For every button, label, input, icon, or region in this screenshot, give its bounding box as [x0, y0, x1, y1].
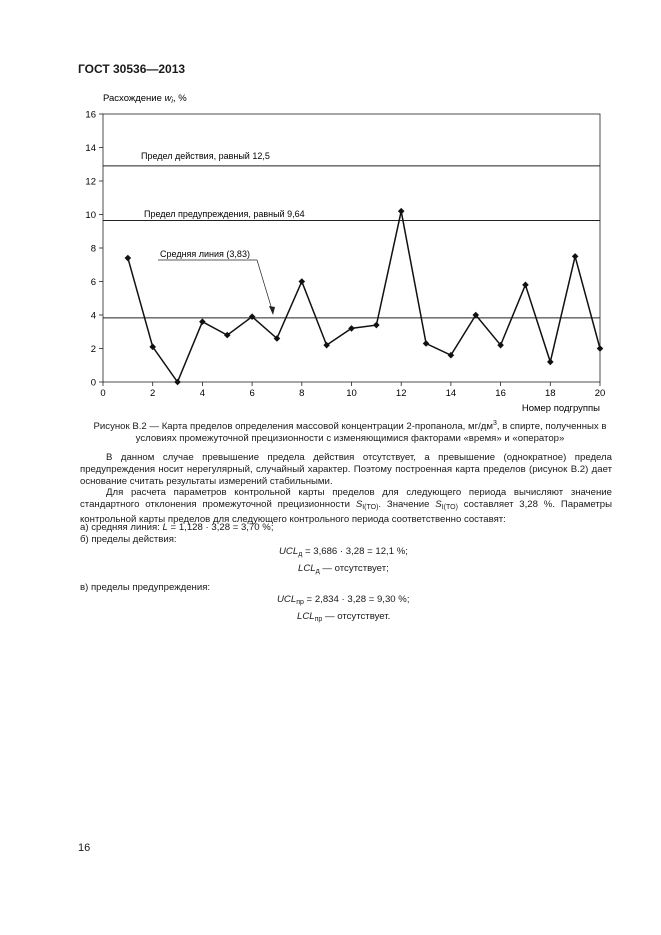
data-point — [398, 208, 405, 215]
x-tick-label: 10 — [346, 388, 357, 399]
x-tick-label: 6 — [249, 388, 255, 399]
x-tick-label: 12 — [395, 388, 407, 399]
y-axis-label: Расхождение $w_i$, % — [103, 93, 187, 105]
data-point — [199, 318, 206, 325]
ref-label-center-arrowhead — [269, 306, 275, 315]
y-tick-label: 0 — [90, 377, 96, 389]
data-point — [547, 359, 554, 366]
data-point — [125, 255, 132, 262]
y-tick-label: 14 — [85, 143, 96, 154]
page-number: 16 — [78, 842, 91, 854]
ref-label-center: Средняя линия (3,83) — [160, 249, 250, 259]
formula-lcl-action: $LCL_д$ — отсутствует; — [298, 563, 389, 575]
data-point — [597, 345, 604, 352]
figure-caption: Рисунок В.2 — Карта пределов определения массовой концентрации 2-пропанола, $мг/дм^3$, в спирте, полученных в условиях промежуточной прецизионности с изменяющимися факторами «время» и «оператор» — [93, 420, 607, 445]
y-tick-label: 16 — [85, 109, 96, 121]
data-point — [572, 253, 579, 260]
x-tick-label: 20 — [594, 388, 606, 399]
document-id: ГОСТ 30536—2013 — [78, 62, 186, 76]
y-tick-label: 4 — [90, 310, 96, 322]
y-tick-label: 12 — [85, 176, 96, 188]
ref-label-center-leader — [257, 260, 273, 313]
y-tick-label: 2 — [90, 344, 96, 355]
data-series — [125, 208, 604, 385]
reference-lines — [103, 166, 600, 318]
data-point — [522, 282, 529, 289]
x-tick-label: 18 — [545, 388, 556, 399]
y-tick-label: 8 — [90, 243, 96, 255]
control-chart — [70, 86, 620, 416]
y-tick-label: 10 — [85, 210, 96, 221]
x-tick-label: 8 — [299, 388, 305, 399]
series-line — [128, 211, 600, 382]
formula-ucl-warning: $UCL_{пр} = 2,834 \cdot 3,28 = 9,30$ %; — [277, 594, 410, 606]
list-item-c: в) пределы предупреждения: — [80, 582, 211, 593]
x-tick-label: 0 — [100, 388, 106, 399]
x-tick-label: 16 — [495, 388, 506, 399]
ref-label-warning: Предел предупреждения, равный 9,64 — [144, 209, 305, 219]
x-tick-label: 2 — [150, 388, 156, 399]
formula-ucl-action: $UCL_д = 3,686 \cdot 3,28 = 12,1$ %; — [279, 546, 408, 558]
paragraph-2: Для расчета параметров контрольной карты пределов для следующего периода вычисляют значение стандартного отклонения промежуточной прецизионности $S_{I(TO)}$. Значение $S_{I(TO)}$ составляет 3,28 %. Параметры контрольной карты пределов для следующего контрольного периода соответственно составят: — [80, 487, 612, 525]
formula-lcl-warning: $LCL_{пр}$ — отсутствует. — [297, 611, 391, 623]
x-tick-label: 14 — [445, 388, 457, 399]
x-tick-label: 4 — [199, 388, 206, 399]
data-point — [299, 278, 306, 285]
list-item-b: б) пределы действия: — [80, 534, 177, 545]
list-item-a: а) средняя линия: L = 1,128 · 3,28 = 3,70 %; — [80, 522, 274, 533]
chart-svg — [70, 86, 620, 416]
ref-label-action: Предел действия, равный 12,5 — [141, 151, 270, 161]
data-point — [373, 322, 380, 329]
paragraph-1: В данном случае превышение предела действия отсутствует, а превышение (однократное) предела предупреждения носит нерегулярный, случайный характер. Поэтому построенная карта пределов (рисунок В.2) дает основание считать результаты измерений стабильными. — [80, 452, 612, 487]
data-point — [423, 340, 430, 347]
y-tick-label: 6 — [90, 277, 96, 288]
x-axis-label: Номер подгруппы — [521, 403, 600, 414]
